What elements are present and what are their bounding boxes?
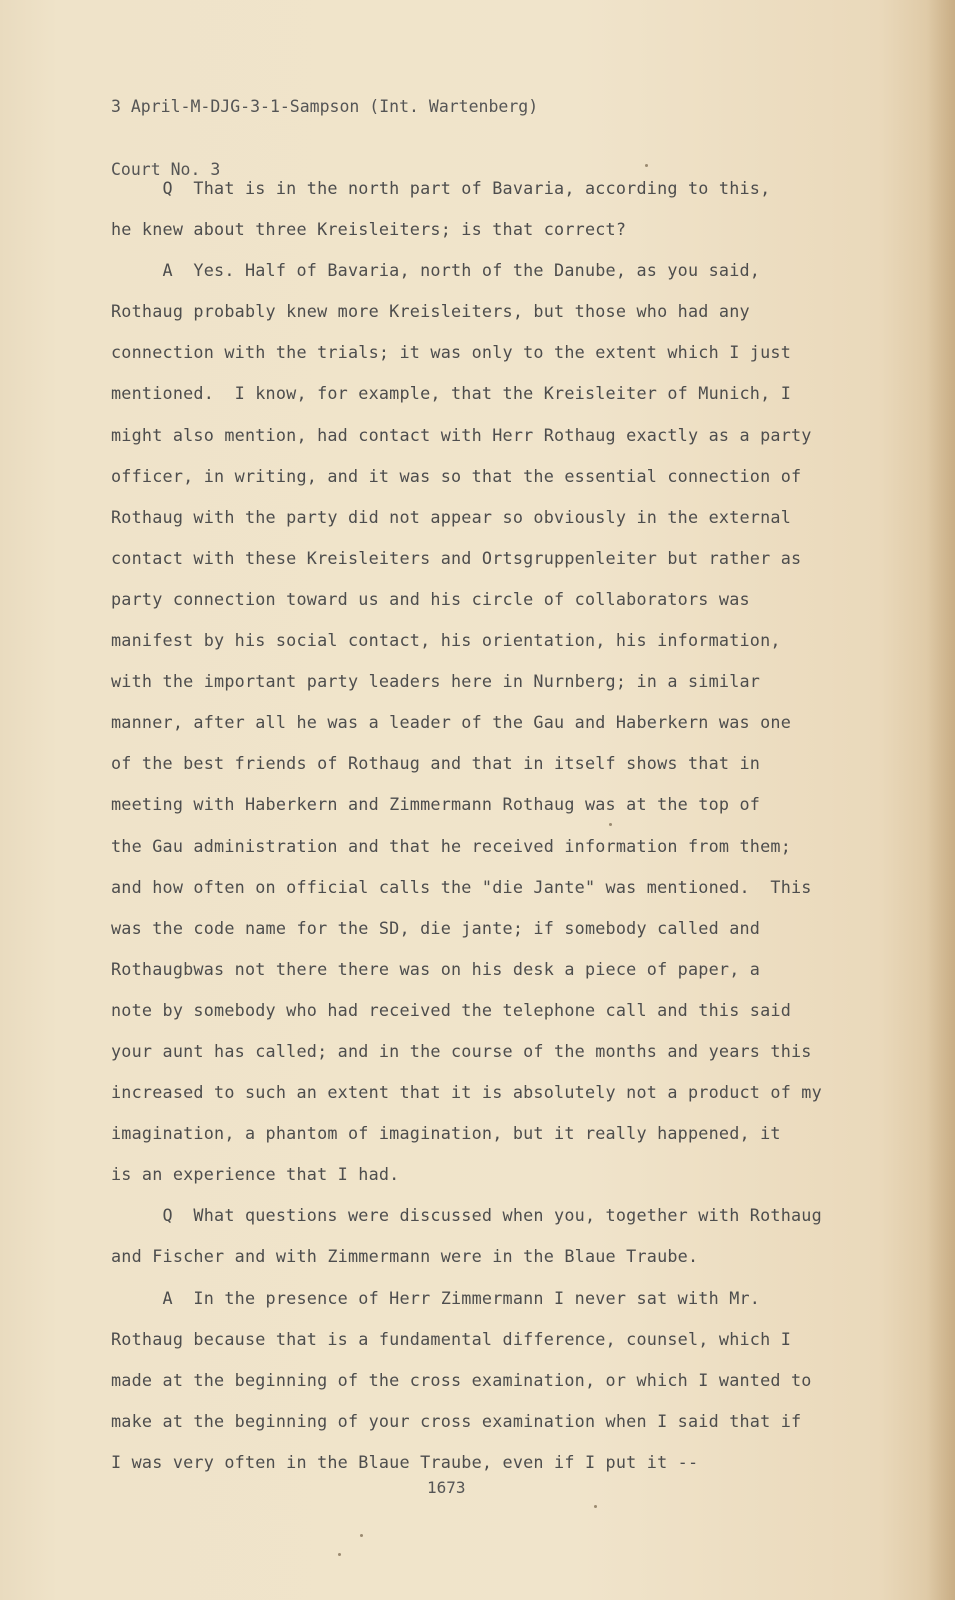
text-line: imagination, a phantom of imagination, but it really happened, it (111, 1123, 781, 1144)
text-line: Q That is in the north part of Bavaria, according to this, (111, 178, 771, 198)
text-line: your aunt has called; and in the course of the months and years this (111, 1040, 812, 1061)
text-line: party connection toward us and his circle of collaborators was (111, 588, 750, 609)
text-line: increased to such an extent that it is absolutely not a product of my (111, 1082, 822, 1103)
text-line: Rothaug because that is a fundamental difference, counsel, which I (111, 1328, 792, 1349)
paper-speck (594, 1505, 597, 1508)
text-line: officer, in writing, and it was so that the essential connection of (111, 465, 802, 486)
text-line: manifest by his social contact, his orientation, his information, (111, 630, 781, 651)
text-line: A Yes. Half of Bavaria, north of the Danube, as you said, (111, 260, 761, 281)
text-line: is an experience that I had. (111, 1164, 400, 1185)
transcript-body (111, 176, 831, 1491)
header-session-line: 3 April-M-DJG-3-1-Sampson (Int. Wartenberg) (111, 97, 539, 116)
text-line: note by somebody who had received the telephone call and this said (111, 999, 792, 1020)
text-line: and how often on official calls the "die Jante" was mentioned. This (111, 876, 812, 897)
paper-speck (645, 164, 648, 167)
text-line: A In the presence of Herr Zimmermann I never sat with Mr. (111, 1287, 761, 1308)
text-line: was the code name for the SD, die jante; if somebody called and (111, 917, 761, 938)
paper-speck (609, 823, 612, 826)
text-line: Q What questions were discussed when you, together with Rothaug (111, 1205, 822, 1226)
text-line: mentioned. I know, for example, that the Kreisleiter of Munich, I (111, 383, 792, 404)
text-line: Rothaugbwas not there there was on his desk a piece of paper, a (111, 958, 761, 979)
text-line: Rothaug with the party did not appear so obviously in the external (111, 506, 792, 527)
header-court-line: Court No. 3 (111, 160, 221, 179)
text-line: the Gau administration and that he received information from them; (111, 835, 792, 856)
text-line: made at the beginning of the cross examination, or which I wanted to (111, 1369, 812, 1390)
text-line: make at the beginning of your cross examination when I said that if (111, 1410, 802, 1431)
text-line: Rothaug probably knew more Kreisleiters, but those who had any (111, 301, 750, 322)
text-line: connection with the trials; it was only to the extent which I just (111, 342, 792, 363)
text-line: meeting with Haberkern and Zimmermann Rothaug was at the top of (111, 794, 761, 815)
text-line: might also mention, had contact with Herr Rothaug exactly as a party (111, 424, 812, 445)
text-line: and Fischer and with Zimmermann were in the Blaue Traube. (111, 1246, 699, 1267)
paper-speck (360, 1534, 363, 1537)
text-line: manner, after all he was a leader of the Gau and Haberkern was one (111, 712, 792, 733)
page-number: 1673 (427, 1478, 466, 1497)
text-line: of the best friends of Rothaug and that in itself shows that in (111, 753, 761, 774)
text-line: he knew about three Kreisleiters; is that correct? (111, 219, 627, 240)
text-line: with the important party leaders here in Nurnberg; in a similar (111, 671, 761, 692)
text-line: contact with these Kreisleiters and Ortsgruppenleiter but rather as (111, 547, 802, 568)
text-line: I was very often in the Blaue Traube, even if I put it -- (111, 1451, 699, 1472)
paper-speck (338, 1553, 341, 1556)
